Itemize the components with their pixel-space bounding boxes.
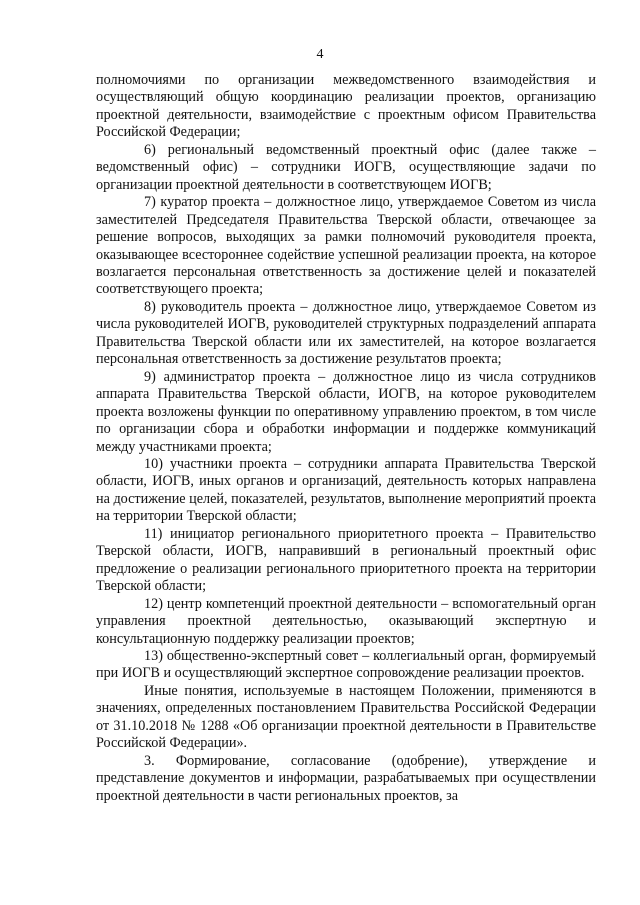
page-number: 4 xyxy=(316,47,324,62)
paragraph-continuation: полномочиями по организации межведомственного взаимодействия и осуществляющий общую координацию реализации проектов, организацию проектной деятельности, взаимодействие с проектным офисом Правительства Российской Федерации; xyxy=(96,72,596,141)
paragraph-other-terms: Иные понятия, используемые в настоящем Положении, применяются в значениях, определенных постановлением Правительства Российской Федерации от 31.10.2018 № 1288 «Об организации проектной деятельности в Правительстве Российской Федерации». xyxy=(96,682,596,752)
paragraph-item-7: 7) куратор проекта – должностное лицо, утверждаемое Советом из числа заместителей Председателя Правительства Тверской области, отвечающее за решение вопросов, выходящих за рамки полномочий руководителя проекта, оказывающее всестороннее содействие успешной реализации проекта, на которое возлагается персональная ответственность за достижение целей и показателей соответствующего проекта; xyxy=(96,194,596,298)
paragraph-item-10: 10) участники проекта – сотрудники аппарата Правительства Тверской области, ИОГВ, иных органов и организаций, деятельность которых направлена на достижение целей, показателей, результатов, выполнение мероприятий проекта на территории Тверской области; xyxy=(96,455,596,525)
paragraph-item-8: 8) руководитель проекта – должностное лицо, утверждаемое Советом из числа руководителей ИОГВ, руководителей структурных подразделений аппарата Правительства Тверской области или их заместителей, на которое возлагается персональная ответственность за достижение результатов проекта; xyxy=(96,298,596,368)
paragraph-item-11: 11) инициатор регионального приоритетного проекта – Правительство Тверской области, ИОГВ, направивший в региональный проектный офис предложение о реализации регионального приоритетного проекта на территории Тверской области; xyxy=(96,525,596,595)
paragraph-item-9: 9) администратор проекта – должностное лицо из числа сотрудников аппарата Правительства Тверской области, ИОГВ, на которое руководителем проекта возложены функции по оперативному управлению проектом, в том числе по организации сбора и обработки информации и поддержке коммуникаций между участниками проекта; xyxy=(96,368,596,455)
paragraph-section-3: 3. Формирование, согласование (одобрение), утверждение и представление документов и информации, разрабатываемых при осуществлении проектной деятельности в части региональных проектов, за xyxy=(96,752,596,804)
paragraph-item-6: 6) региональный ведомственный проектный офис (далее также – ведомственный офис) – сотрудники ИОГВ, осуществляющие задачи по организации проектной деятельности в соответствующем ИОГВ; xyxy=(96,141,596,193)
document-body xyxy=(96,72,596,805)
paragraph-item-12: 12) центр компетенций проектной деятельности – вспомогательный орган управления проектной деятельностью, оказывающий экспертную и консультационную поддержку реализации проектов; xyxy=(96,595,596,647)
paragraph-item-13: 13) общественно-экспертный совет – коллегиальный орган, формируемый при ИОГВ и осуществляющий экспертное сопровождение реализации проектов. xyxy=(96,647,596,682)
